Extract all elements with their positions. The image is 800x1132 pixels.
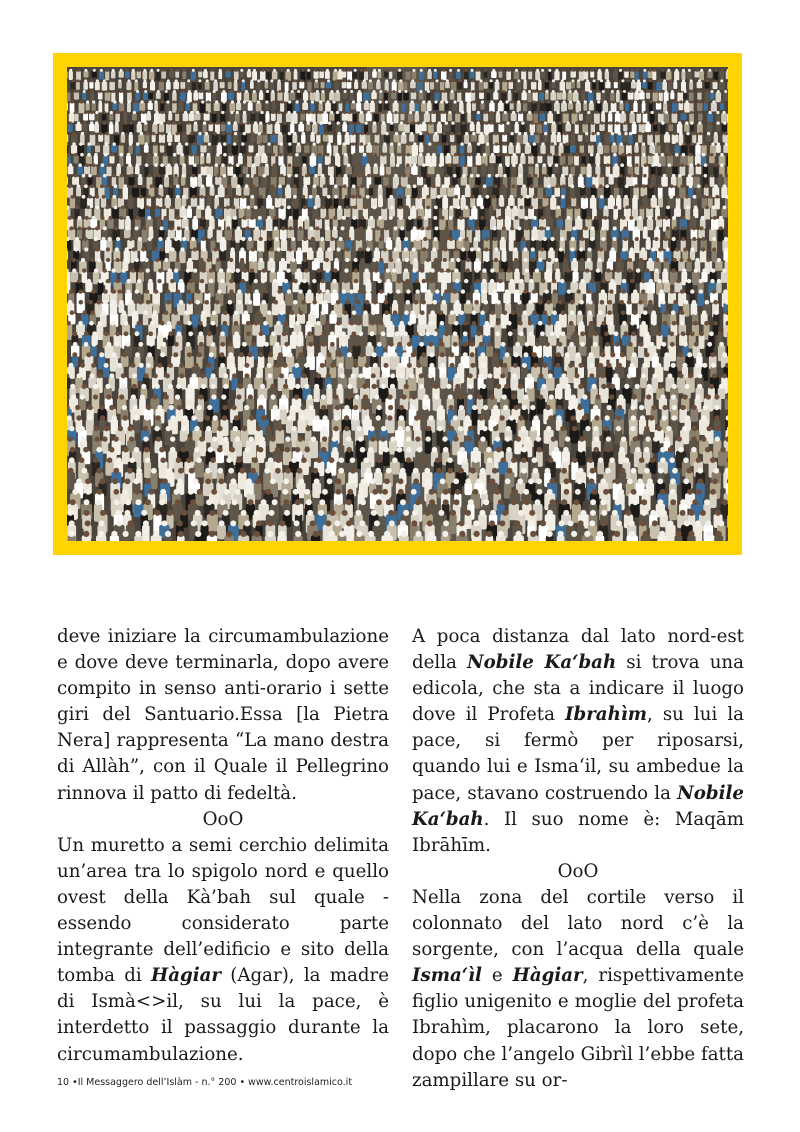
- text-run: A poca distanza dal lato nord-est della: [412, 626, 744, 674]
- text-run: , rispettivamente figlio unigenito e moglie del profeta Ibrahìm, placarono la loro sete, dopo che l’angelo Gibrìl l’ebbe fatta zampillare su or-: [412, 965, 744, 1091]
- text-run: e: [481, 965, 513, 987]
- paragraph: [57, 833, 389, 1068]
- text-run: . Il suo nome è: Maqām Ibrāhīm.: [412, 808, 744, 856]
- emphasized-name: Nobile Ka‘bah: [467, 652, 617, 674]
- photo-frame: [53, 53, 742, 555]
- text-run: Un muretto a semi cerchio delimita un’area tra lo spigolo nord e quello ovest della Kà’bah sul quale - essendo considerato parte integrante dell’edificio e sito della tomba di: [57, 834, 389, 987]
- crowd-photo-icon: [67, 67, 728, 541]
- text-run: OoO: [202, 808, 244, 830]
- text-run: Nella zona del cortile verso il colonnato del lato nord c’è la sorgente, con l’acqua della quale: [412, 886, 744, 961]
- emphasized-name: Isma‘ìl: [412, 965, 482, 987]
- text-run: (Agar), la madre di Ismà<>il, su lui la pace, è interdetto il passaggio durante la circumambulazione.: [57, 965, 389, 1065]
- section-separator: [57, 807, 389, 833]
- crowd-photo: [67, 67, 728, 541]
- right-column: [412, 624, 744, 1094]
- left-column: [57, 624, 389, 1068]
- text-run: OoO: [557, 860, 599, 882]
- emphasized-name: Nobile Ka‘bah: [412, 782, 744, 830]
- text-run: deve iniziare la circumambulazione e dove deve terminarla, dopo avere compito in senso anti-orario i sette giri del Santuario.Essa [la Pietra Nera] rappresenta “La mano destra di Allàh”, con il Quale il Pellegrino rinnova il patto di fedeltà.: [57, 626, 389, 804]
- page-footer: 10 •Il Messaggero dell’Islàm - n.° 200 • www.centroislamico.it: [57, 1077, 353, 1088]
- text-run: , su lui la pace, si fermò per riposarsi, quando lui e Isma‘il, su ambedue la pace, stavano costruendo la: [412, 704, 744, 804]
- paragraph: [412, 885, 744, 1094]
- text-run: si trova una edicola, che sta a indicare il luogo dove il Profeta: [412, 652, 744, 726]
- emphasized-name: Hàgiar: [512, 965, 583, 987]
- section-separator: [412, 859, 744, 885]
- paragraph: [57, 624, 389, 807]
- emphasized-name: Ibrahìm: [565, 704, 647, 726]
- emphasized-name: Hàgiar: [151, 965, 221, 987]
- paragraph: [412, 624, 744, 859]
